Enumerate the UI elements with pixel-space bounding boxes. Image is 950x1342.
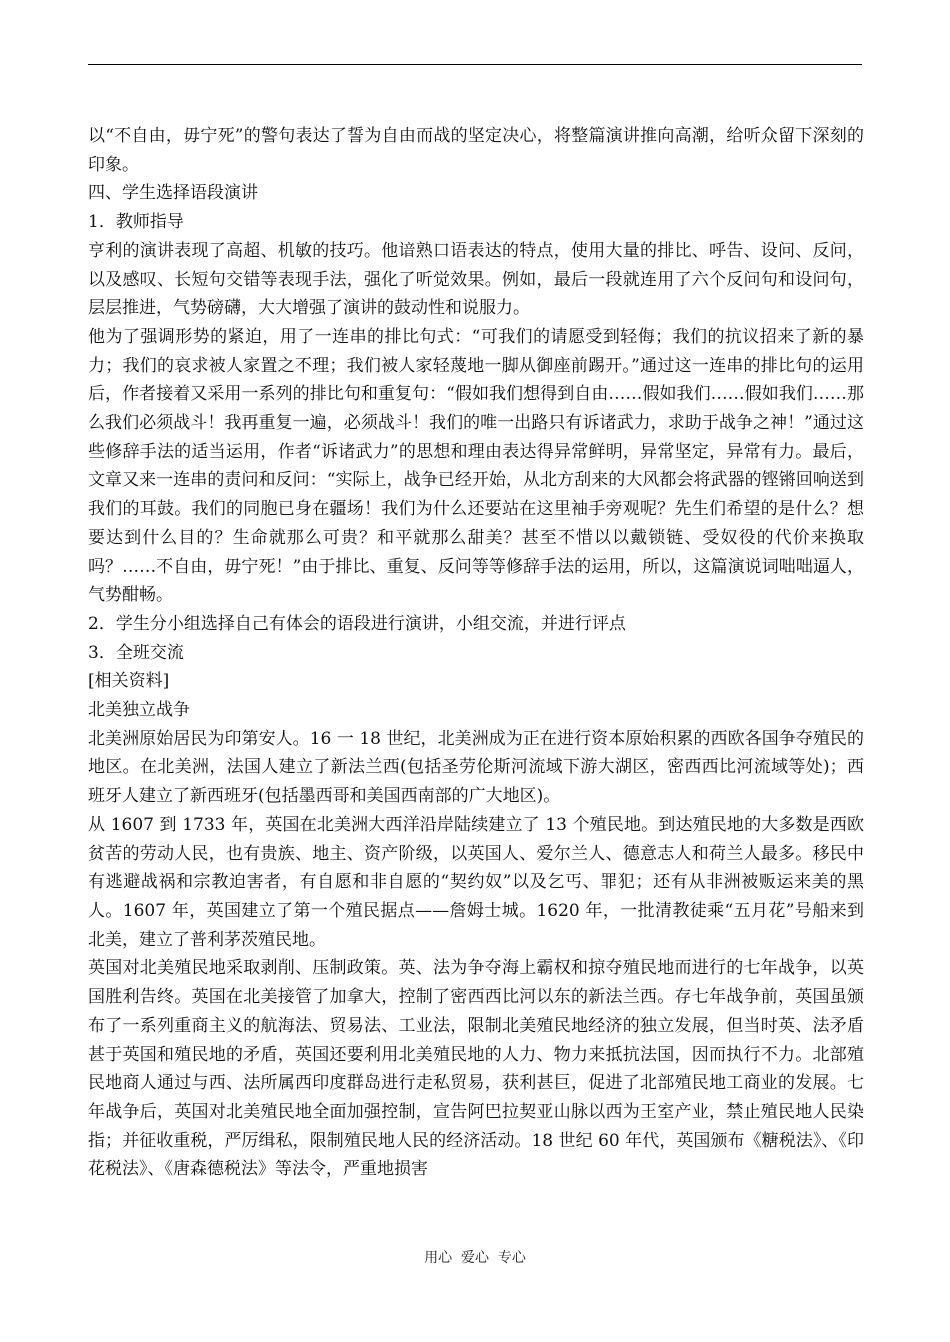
subheading-teacher-guidance: 1．教师指导 xyxy=(88,212,184,233)
header-rule xyxy=(88,64,862,65)
topic-title: 北美独立战争 xyxy=(88,700,190,721)
page-footer: 用心 爱心 专心 xyxy=(424,1250,526,1266)
paragraph-parallelism-analysis: 他为了强调形势的紧迫，用了一连串的排比句式：“可我们的请愿受到轻侮；我们的抗议招来了新的暴力；我们的哀求被人家置之不理；我们被人家轻蔑地一脚从御座前踢开。”通过这一连串的排比句的运用后，作者接着又采用一系列的排比句和重复句：“假如我们想得到自由……假如我们……假如我们……那么我们必须战斗！我再重复一遍，必须战斗！我们的唯一出路只有诉诸武力，求助于战争之神！”通过这些修辞手法的适当运用，作者“诉诸武力”的思想和理由表达得异常鲜明，异常坚定，异常有力。最后，文章又来一连串的责问和反问：“实际上，战争已经开始，从北方刮来的大风都会将武器的铿锵回响送到我们的耳鼓。我们的同胞已身在疆场！我们为什么还要站在这里袖手旁观呢？先生们希望的是什么？想要达到什么目的？生命就那么可贵？和平就那么甜美？甚至不惜以以戴锁链、受奴役的代价来换取吗？……不自由，毋宁死！”由于排比、重复、反问等等修辞手法的运用，所以，这篇演说词咄咄逼人，气势酣畅。 xyxy=(88,326,864,606)
paragraph-british-policy: 英国对北美殖民地采取剥削、压制政策。英、法为争夺海上霸权和掠夺殖民地而进行的七年战争，以英国胜利告终。英国在北美接管了加拿大，控制了密西西比河以东的新法兰西。存七年战争前，英国虽颁布了一系列重商主义的航海法、贸易法、工业法，限制北美殖民地经济的独立发展，但当时英、法矛盾甚于英国和殖民地的矛盾，英国还要利用北美殖民地的人力、物力来抵抗法国，因而执行不力。北部殖民地商人通过与西、法所属西印度群岛进行走私贸易，获利甚巨，促进了北部殖民地工商业的发展。七年战争后，英国对北美殖民地全面加强控制，宣告阿巴拉契亚山脉以西为王室产业，禁止殖民地人民染指；并征收重税，严厉缉私，限制殖民地人民的经济活动。18 世纪 60 年代，英国颁布《糖税法》、《印花税法》、《唐森德税法》等法令，严重地损害 xyxy=(88,958,864,1180)
paragraph-intro-conclusion: 以“不自由，毋宁死”的警句表达了誓为自由而战的坚定决心，将整篇演讲推向高潮，给听众留下深刻的印象。 xyxy=(88,126,864,175)
related-materials-label: [相关资料] xyxy=(88,671,170,692)
section-heading-four: 四、学生选择语段演讲 xyxy=(88,183,258,204)
subheading-class-exchange: 3．全班交流 xyxy=(88,642,184,663)
paragraph-speech-techniques: 亨利的演讲表现了高超、机敏的技巧。他谙熟口语表达的特点，使用大量的排比、呼告、设问、反问，以及感叹、长短句交错等表现手法，强化了听觉效果。例如，最后一段就连用了六个反问句和设问句，层层推进，气势磅礴，大大增强了演讲的鼓动性和说服力。 xyxy=(88,240,864,319)
paragraph-thirteen-colonies: 从 1607 到 1733 年，英国在北美洲大西洋沿岸陆续建立了 13 个殖民地。到达殖民地的大多数是西欧贫苦的劳动人民，也有贵族、地主、资产阶级，以英国人、爱尔兰人、德意志人和荷兰人最多。移民中有逃避战祸和宗教迫害者，有自愿和非自愿的“契约奴”以及乞丐、罪犯；还有从非洲被贩运来美的黑人。1607 年，英国建立了第一个殖民据点——詹姆士城。1620 年，一批清教徒乘“五月花”号船来到北美，建立了普利茅茨殖民地。 xyxy=(88,814,864,950)
document-body xyxy=(88,122,864,1184)
paragraph-native-peoples: 北美洲原始居民为印第安人。16 一 18 世纪，北美洲成为正在进行资本原始积累的西欧各国争夺殖民的地区。在北美洲，法国人建立了新法兰西(包括圣劳伦斯河流域下游大湖区，密西西比河流域等处)；西班牙人建立了新西班牙(包括墨西哥和美国西南部的广大地区)。 xyxy=(88,728,864,807)
subheading-group-speech: 2．学生分小组选择自己有体会的语段进行演讲，小组交流，并进行评点 xyxy=(88,613,626,634)
